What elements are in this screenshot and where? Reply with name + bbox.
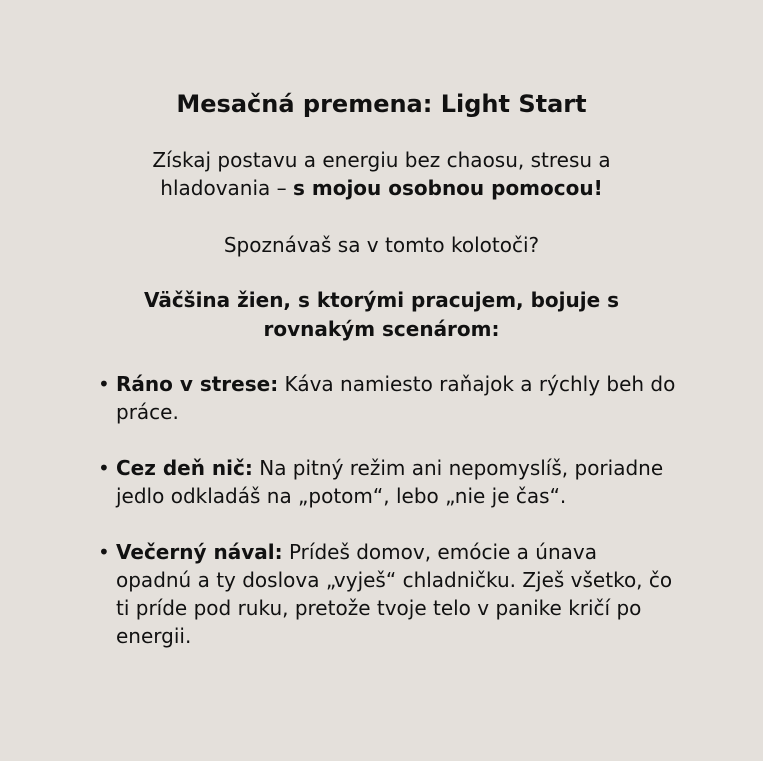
bullet-icon: •	[98, 456, 110, 480]
lead-heading: Väčšina žien, s ktorými pracujem, bojuje s rovnakým scenárom:	[143, 288, 620, 341]
list-item-label: Ráno v strese:	[116, 372, 279, 396]
bullet-icon: •	[98, 372, 110, 396]
bullet-icon: •	[98, 540, 110, 564]
intro-text: Získaj postavu a energiu bez chaosu, stresu a hladovania –	[152, 148, 611, 200]
list-item	[98, 454, 678, 510]
page-title: Mesačná premena: Light Start	[176, 90, 587, 118]
list-item	[98, 370, 678, 426]
intro-paragraph	[100, 146, 663, 202]
list-item-text: Na pitný režim ani nepomyslíš, poriadne jedlo odkladáš na „potom“, lebo „nie je čas“.	[116, 456, 664, 508]
scenario-list	[98, 370, 678, 678]
list-item-label: Cez deň nič:	[116, 456, 253, 480]
question-text: Spoznávaš sa v tomto kolotoči?	[223, 233, 540, 257]
intro-bold: s mojou osobnou pomocou!	[293, 176, 603, 200]
list-item-label: Večerný nával:	[116, 540, 283, 564]
list-item	[98, 538, 678, 650]
list-item-text: Káva namiesto raňajok a rýchly beh do práce.	[116, 372, 676, 424]
list-item-text: Prídeš domov, emócie a únava opadnú a ty doslova „vyješ“ chladničku. Zješ všetko, čo ti príde pod ruku, pretože tvoje telo v panike kričí po energii.	[116, 540, 673, 648]
